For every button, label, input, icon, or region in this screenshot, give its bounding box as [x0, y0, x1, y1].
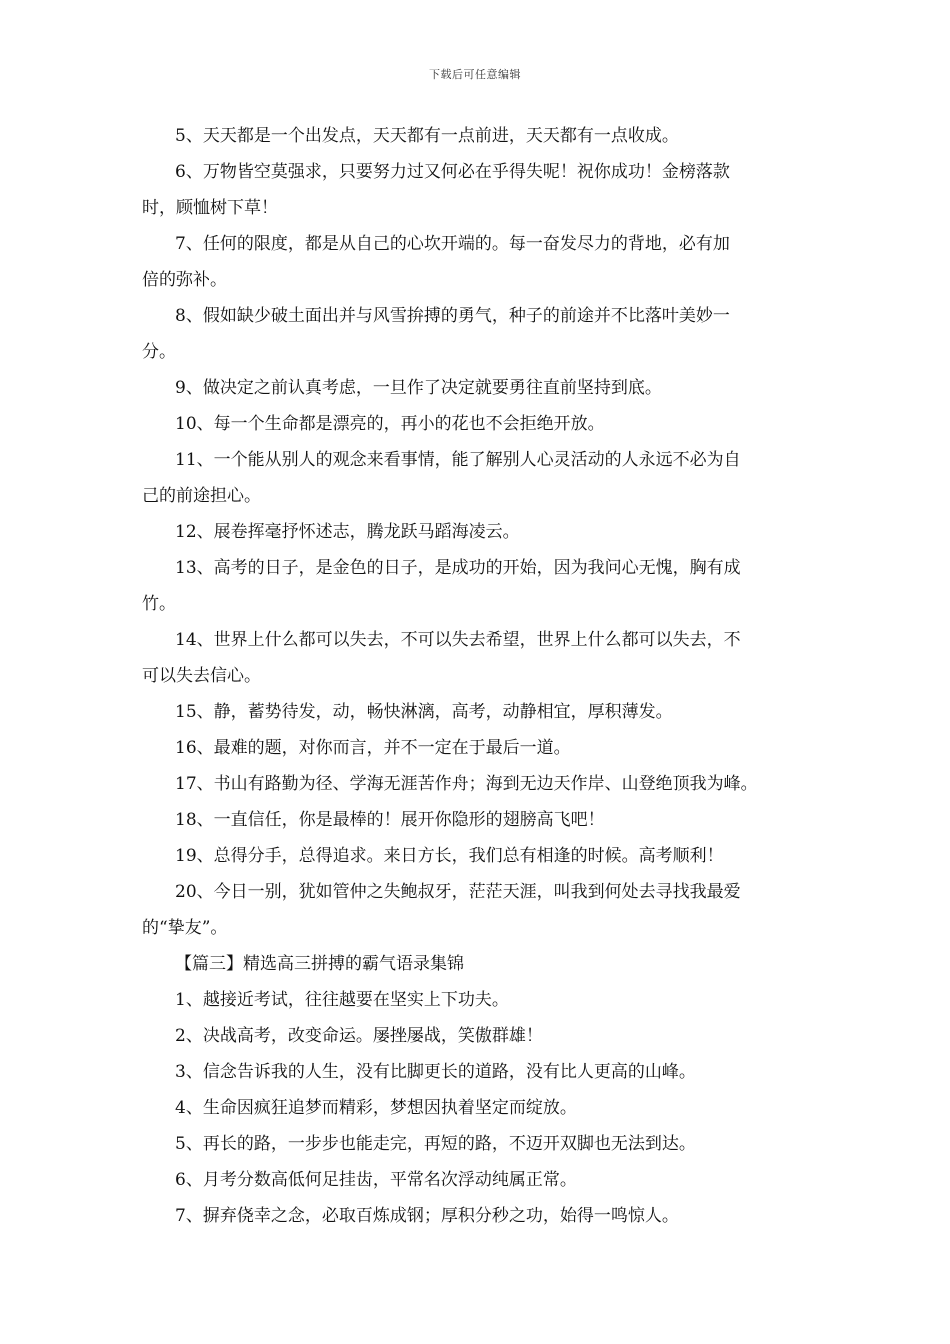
- paragraph-line: 3、信念告诉我的人生，没有比脚更长的道路，没有比人更高的山峰。: [175, 1062, 696, 1082]
- paragraph-line: 12、展卷挥毫抒怀述志，腾龙跃马蹈海凌云。: [175, 522, 520, 542]
- paragraph-line: 6、月考分数高低何足挂齿，平常名次浮动纯属正常。: [175, 1170, 577, 1190]
- paragraph-line: 19、总得分手，总得追求。来日方长，我们总有相逢的时候。高考顺利！: [175, 846, 724, 866]
- document-body: [142, 118, 810, 1234]
- paragraph-line: 【篇三】精选高三拼搏的霸气语录集锦: [175, 954, 464, 974]
- paragraph-continuation-line: 分。: [142, 342, 176, 362]
- paragraph-line: 11、一个能从别人的观念来看事情，能了解别人心灵活动的人永远不必为自: [175, 450, 741, 470]
- paragraph-line: 4、生命因疯狂追梦而精彩，梦想因执着坚定而绽放。: [175, 1098, 577, 1118]
- paragraph-line: 17、书山有路勤为径、学海无涯苦作舟；海到无边天作岸、山登绝顶我为峰。: [175, 774, 758, 794]
- paragraph-continuation-line: 竹。: [142, 594, 176, 614]
- paragraph-continuation-line: 可以失去信心。: [142, 666, 261, 686]
- paragraph-line: 10、每一个生命都是漂亮的，再小的花也不会拒绝开放。: [175, 414, 605, 434]
- paragraph-line: 8、假如缺少破土面出并与风雪拚搏的勇气，种子的前途并不比落叶美妙一: [175, 306, 730, 326]
- paragraph-line: 14、世界上什么都可以失去，不可以失去希望，世界上什么都可以失去，不: [175, 630, 741, 650]
- paragraph-line: 20、今日一别，犹如管仲之失鲍叔牙，茫茫天涯，叫我到何处去寻找我最爱: [175, 882, 741, 902]
- paragraph-line: 16、最难的题，对你而言，并不一定在于最后一道。: [175, 738, 571, 758]
- paragraph-line: 7、任何的限度，都是从自己的心坎开端的。每一奋发尽力的背地，必有加: [175, 234, 730, 254]
- paragraph-line: 7、摒弃侥幸之念，必取百炼成钢；厚积分秒之功，始得一鸣惊人。: [175, 1206, 679, 1226]
- paragraph-continuation-line: 时，顾恤树下草！: [142, 198, 278, 218]
- paragraph-line: 18、一直信任，你是最棒的！展开你隐形的翅膀高飞吧！: [175, 810, 605, 830]
- paragraph-line: 1、越接近考试，往往越要在坚实上下功夫。: [175, 990, 509, 1010]
- paragraph-line: 5、再长的路，一步步也能走完，再短的路，不迈开双脚也无法到达。: [175, 1134, 696, 1154]
- paragraph-line: 9、做决定之前认真考虑，一旦作了决定就要勇往直前坚持到底。: [175, 378, 662, 398]
- paragraph-continuation-line: 倍的弥补。: [142, 270, 227, 290]
- paragraph-line: 15、静，蓄势待发，动，畅快淋漓，高考，动静相宜，厚积薄发。: [175, 702, 673, 722]
- paragraph-line: 6、万物皆空莫强求，只要努力过又何必在乎得失呢！祝你成功！金榜落款: [175, 162, 730, 182]
- header-note: 下载后可任意编辑: [429, 68, 521, 81]
- paragraph-line: 5、天天都是一个出发点，天天都有一点前进，天天都有一点收成。: [175, 126, 679, 146]
- paragraph-continuation-line: 己的前途担心。: [142, 486, 261, 506]
- paragraph-line: 2、决战高考，改变命运。屡挫屡战，笑傲群雄！: [175, 1026, 543, 1046]
- paragraph-continuation-line: 的“挚友”。: [142, 918, 228, 938]
- paragraph-line: 13、高考的日子，是金色的日子，是成功的开始，因为我问心无愧，胸有成: [175, 558, 741, 578]
